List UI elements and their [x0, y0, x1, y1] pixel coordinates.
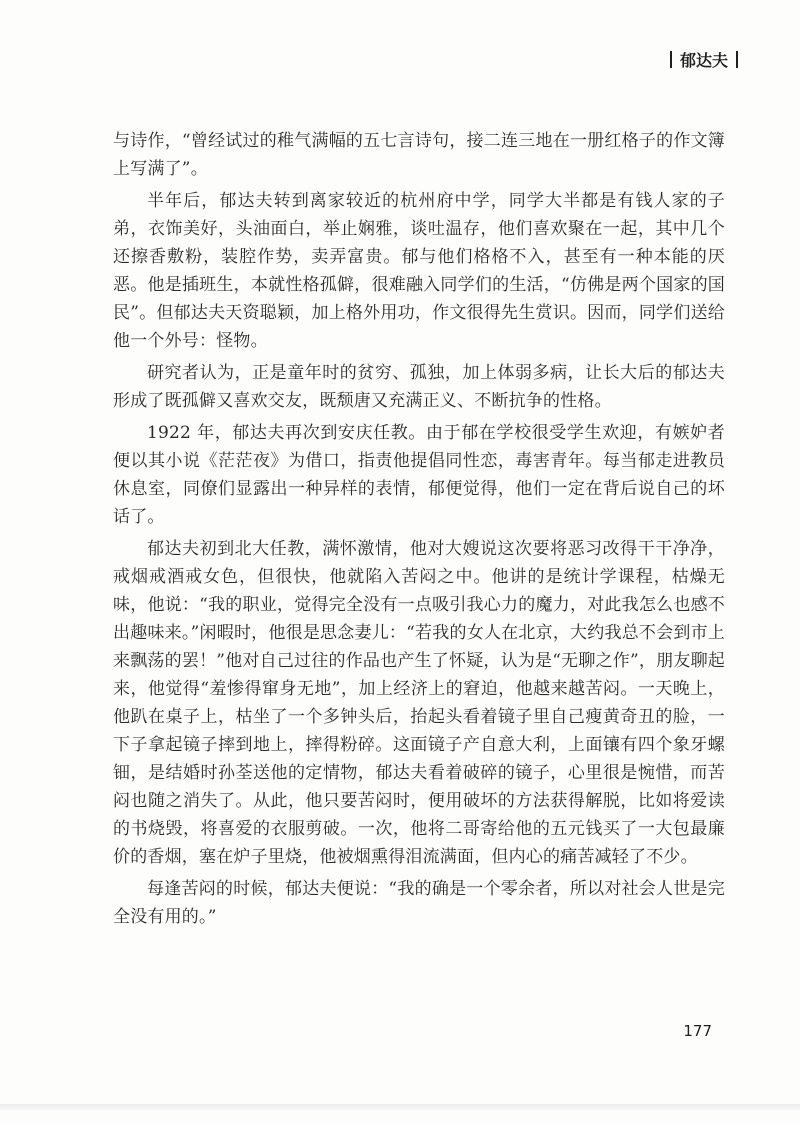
paragraph-1: 与诗作，“曾经试过的稚气满幅的五七言诗句，接二连三地在一册红格子的作文簿上写满了”。: [113, 131, 725, 179]
paragraph-4: 1922 年，郁达夫再次到安庆任教。由于郁在学校很受学生欢迎，有嫉妒者便以其小说《茫茫夜》为借口，指责他提倡同性恋，毒害青年。每当郁走进教员休息室，同僚们显露出一种异样的表情，郁便觉得，他们一定在背后说自己的坏话了。: [113, 423, 725, 527]
body-text: [113, 127, 725, 935]
header-left-rule: [670, 51, 672, 68]
page-bottom-edge: [0, 1104, 800, 1110]
running-header: [670, 48, 738, 71]
page-number: 177: [683, 1022, 712, 1040]
paragraph-6: 每逢苦闷的时候，郁达夫便说：“我的确是一个零余者，所以对社会人世是完全没有用的。”: [113, 879, 725, 927]
paragraph-5: 郁达夫初到北大任教，满怀激情，他对大嫂说这次要将恶习改得干干净净，戒烟戒酒戒女色，但很快，他就陷入苦闷之中。他讲的是统计学课程，枯燥无味，他说：“我的职业，觉得完全没有一点吸引我心力的魔力，对此我怎么也感不出趣味来。”闲暇时，他很是思念妻儿：“若我的女人在北京，大约我总不会到市上来飘荡的罢！”他对自己过往的作品也产生了怀疑，认为是“无聊之作”，朋友聊起来，他觉得“羞惨得窜身无地”，加上经济上的窘迫，他越来越苦闷。一天晚上，他趴在桌子上，枯坐了一个多钟头后，抬起头看着镜子里自己瘦黄奇丑的脸，一下子拿起镜子摔到地上，摔得粉碎。这面镜子产自意大利，上面镶有四个象牙螺钿，是结婚时孙荃送他的定情物，郁达夫看着破碎的镜子，心里很是惋惜，而苦闷也随之消失了。从此，他只要苦闷时，便用破坏的方法获得解脱，比如将爱读的书烧毁，将喜爱的衣服剪破。一次，他将二哥寄给他的五元钱买了一大包最廉价的香烟，塞在炉子里烧，他被烟熏得泪流满面，但内心的痛苦减轻了不少。: [113, 539, 725, 867]
paragraph-2: 半年后，郁达夫转到离家较近的杭州府中学，同学大半都是有钱人家的子弟，衣饰美好，头油面白，举止娴雅，谈吐温存，他们喜欢聚在一起，其中几个还擦香敷粉，装腔作势，卖弄富贵。郁与他们格格不入，甚至有一种本能的厌恶。他是插班生，本就性格孤僻，很难融入同学们的生活，“仿佛是两个国家的国民”。但郁达夫天资聪颖，加上格外用功，作文很得先生赏识。因而，同学们送给他一个外号：怪物。: [113, 191, 725, 351]
header-title: 郁达夫: [679, 51, 728, 70]
header-right-rule: [736, 51, 738, 68]
paragraph-3: 研究者认为，正是童年时的贫穷、孤独，加上体弱多病，让长大后的郁达夫形成了既孤僻又喜欢交友，既颓唐又充满正义、不断抗争的性格。: [113, 363, 725, 411]
